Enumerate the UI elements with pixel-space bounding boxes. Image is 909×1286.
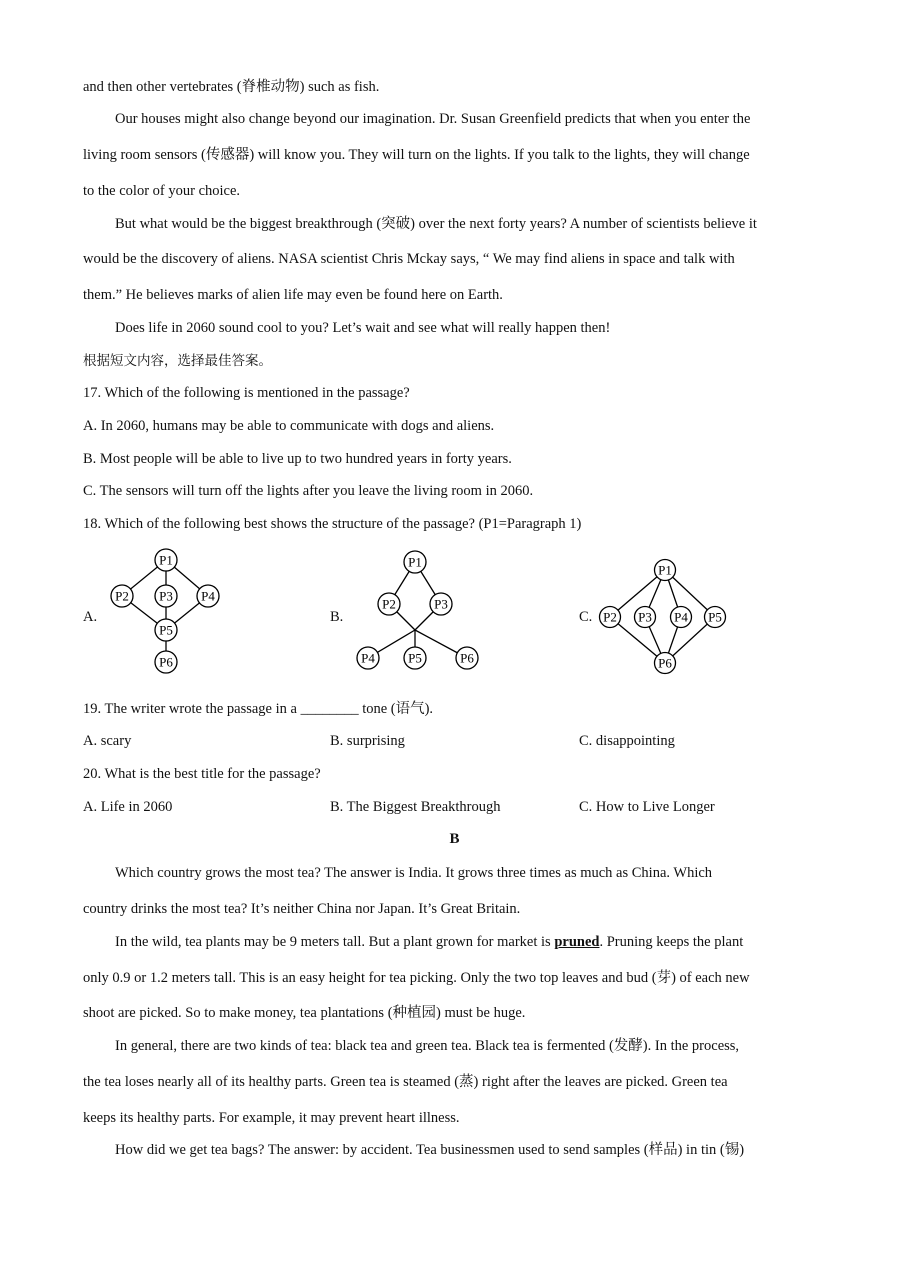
node-p6 (155, 651, 177, 673)
question-20-option-c[interactable]: C. How to Live Longer (579, 799, 715, 815)
node-p5 (155, 619, 177, 641)
passage-line: keeps its healthy parts. For example, it may prevent heart illness. (83, 1110, 460, 1126)
passage-line (115, 932, 743, 952)
node-p2 (378, 593, 400, 615)
svg-text:P2: P2 (115, 588, 129, 604)
question-18-stem: 18. Which of the following best shows the structure of the passage? (P1=Paragraph 1) (83, 516, 582, 532)
svg-text:P4: P4 (674, 609, 688, 625)
question-18-option-c[interactable]: C. (579, 609, 593, 625)
passage-line: only 0.9 or 1.2 meters tall. This is an easy height for tea picking. Only the two top leaves and bud (芽) of each new (83, 970, 750, 986)
svg-text:P3: P3 (638, 609, 652, 625)
node-p3 (635, 607, 656, 628)
svg-text:P6: P6 (658, 655, 672, 671)
passage-text: . Pruning keeps the plant (599, 934, 744, 950)
section-heading-b: B (449, 831, 460, 847)
structure-diagram-a (100, 540, 240, 680)
passage-line: to the color of your choice. (83, 183, 241, 199)
passage-line: Does life in 2060 sound cool to you? Let’s wait and see what will really happen then! (115, 320, 611, 336)
passage-line: But what would be the biggest breakthrough (突破) over the next forty years? A number of scientists believe it (115, 216, 757, 232)
question-18-option-b[interactable]: B. (330, 609, 344, 625)
svg-text:P3: P3 (434, 596, 448, 612)
node-p4 (357, 647, 379, 669)
question-19-option-a[interactable]: A. scary (83, 733, 132, 749)
question-20-option-b[interactable]: B. The Biggest Breakthrough (330, 799, 501, 815)
question-18-option-a[interactable]: A. (83, 609, 98, 625)
node-p1 (404, 551, 426, 573)
svg-text:P5: P5 (408, 650, 422, 666)
question-17-option-c[interactable]: C. The sensors will turn off the lights after you leave the living room in 2060. (83, 483, 534, 499)
node-p4 (197, 585, 219, 607)
question-19-option-b[interactable]: B. surprising (330, 733, 405, 749)
svg-text:P5: P5 (708, 609, 722, 625)
passage-line: would be the discovery of aliens. NASA scientist Chris Mckay says, “ We may find aliens in space and talk with (83, 251, 735, 267)
question-17-stem: 17. Which of the following is mentioned in the passage? (83, 385, 410, 401)
node-p2 (111, 585, 133, 607)
node-p6 (655, 653, 676, 674)
svg-text:P1: P1 (658, 562, 672, 578)
question-17-option-b[interactable]: B. Most people will be able to live up to two hundred years in forty years. (83, 451, 512, 467)
question-20-stem: 20. What is the best title for the passage? (83, 766, 321, 782)
passage-line: How did we get tea bags? The answer: by accident. Tea businessmen used to send samples (样品) in tin (锡) (115, 1142, 745, 1158)
node-p1 (155, 549, 177, 571)
node-p6 (456, 647, 478, 669)
question-17-option-a[interactable]: A. In 2060, humans may be able to communicate with dogs and aliens. (83, 418, 495, 434)
svg-text:P5: P5 (159, 622, 173, 638)
structure-diagram-b (345, 540, 495, 680)
instruction: 根据短文内容，选择最佳答案。 (83, 353, 272, 369)
svg-text:P2: P2 (382, 596, 396, 612)
svg-text:P4: P4 (361, 650, 375, 666)
passage-line: Our houses might also change beyond our imagination. Dr. Susan Greenfield predicts that when you enter the (115, 111, 751, 127)
passage-line: shoot are picked. So to make money, tea plantations (种植园) must be huge. (83, 1005, 526, 1021)
svg-text:P6: P6 (159, 654, 173, 670)
svg-text:P6: P6 (460, 650, 474, 666)
passage-line: them.” He believes marks of alien life may even be found here on Earth. (83, 287, 503, 303)
node-p5 (705, 607, 726, 628)
passage-line: and then other vertebrates (脊椎动物) such as fish. (83, 79, 380, 95)
svg-text:P2: P2 (603, 609, 617, 625)
passage-line: country drinks the most tea? It’s neither China nor Japan. It’s Great Britain. (83, 901, 521, 917)
question-19-stem: 19. The writer wrote the passage in a ________ tone (语气). (83, 701, 434, 717)
question-20-option-a[interactable]: A. Life in 2060 (83, 799, 173, 815)
node-p4 (671, 607, 692, 628)
key-word-pruned: pruned (554, 934, 600, 950)
node-p3 (155, 585, 177, 607)
passage-line: the tea loses nearly all of its healthy parts. Green tea is steamed (蒸) right after the leaves are picked. Green tea (83, 1074, 728, 1090)
passage-line: living room sensors (传感器) will know you. They will turn on the lights. If you talk to the lights, they will change (83, 147, 750, 163)
node-p3 (430, 593, 452, 615)
node-p5 (404, 647, 426, 669)
svg-text:P3: P3 (159, 588, 173, 604)
question-19-option-c[interactable]: C. disappointing (579, 733, 675, 749)
passage-line: In general, there are two kinds of tea: black tea and green tea. Black tea is fermented (发酵). In the process, (115, 1038, 740, 1054)
svg-text:P1: P1 (408, 554, 422, 570)
node-p2 (600, 607, 621, 628)
structure-diagram-c (595, 550, 735, 680)
svg-text:P1: P1 (159, 552, 173, 568)
passage-text: In the wild, tea plants may be 9 meters tall. But a plant grown for market is (115, 934, 555, 950)
passage-line: Which country grows the most tea? The answer is India. It grows three times as much as China. Which (115, 865, 713, 881)
node-p1 (655, 560, 676, 581)
svg-text:P4: P4 (201, 588, 215, 604)
